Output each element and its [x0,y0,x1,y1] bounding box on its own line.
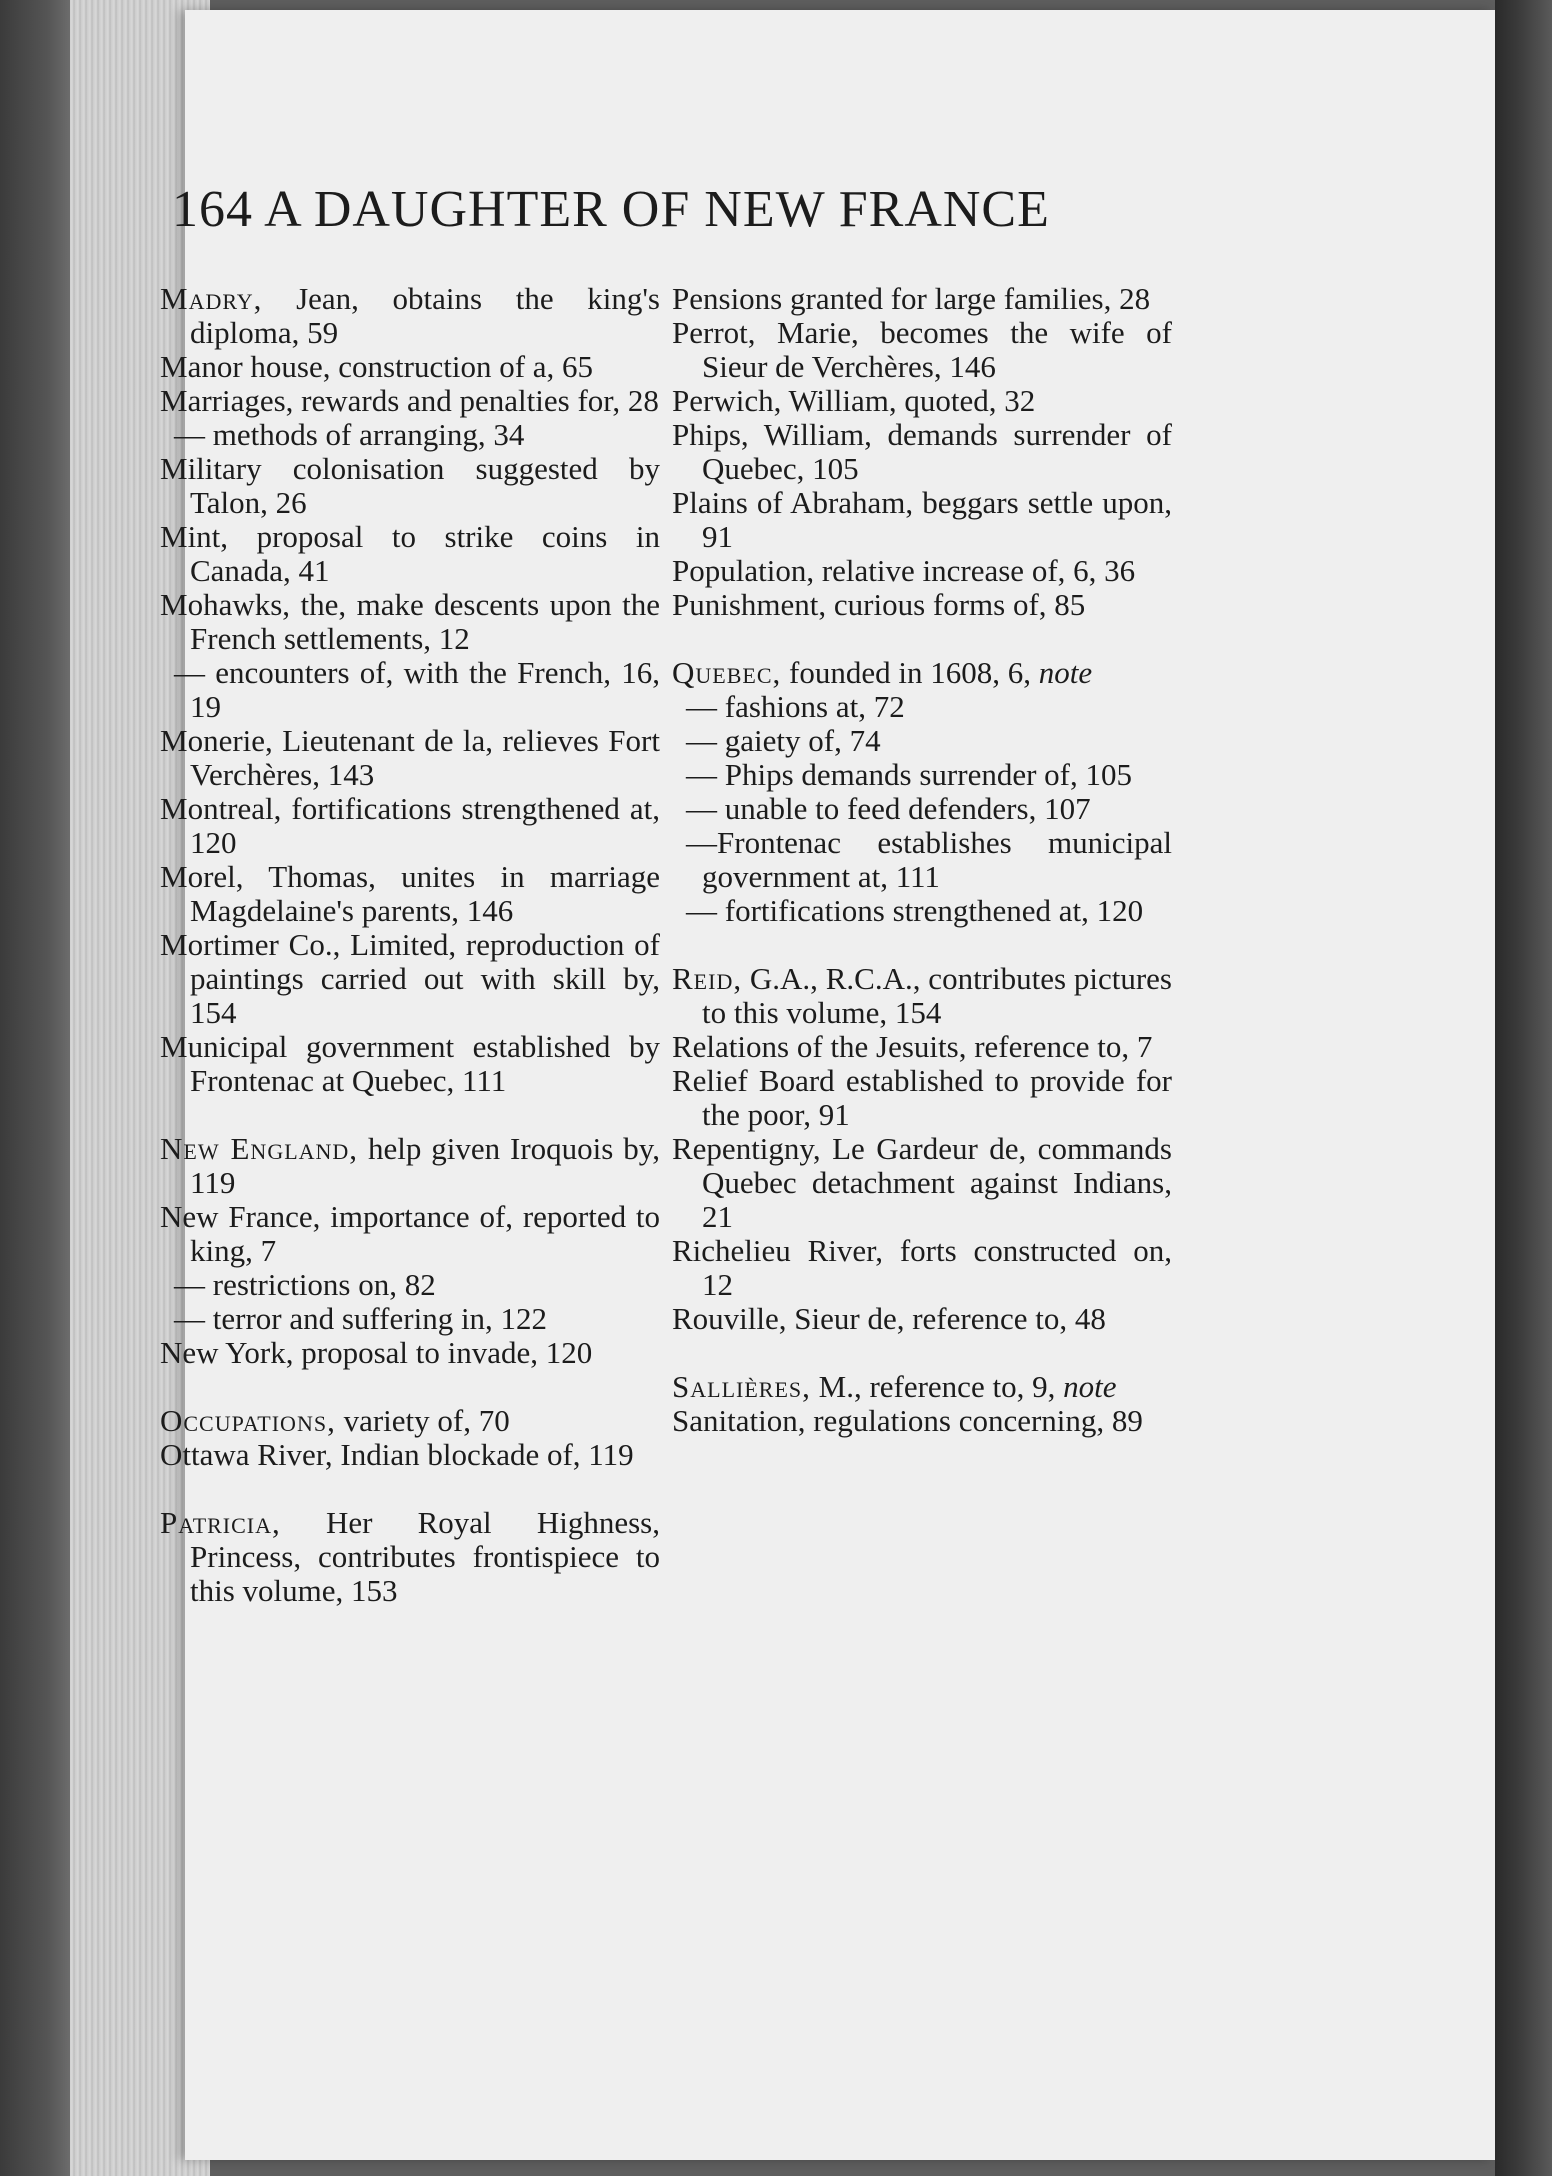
index-entry-text: Pensions granted for large families, 28 [672,281,1151,316]
index-entry-text: — encounters of, with the French, 16, 19 [174,655,660,724]
index-entry [672,1370,1172,1404]
index-entry [160,282,660,350]
index-entry-text: — gaiety of, 74 [686,723,881,758]
index-entry-text: Relations of the Jesuits, reference to, 7 [672,1029,1153,1064]
index-entry-text: Punishment, curious forms of, 85 [672,587,1086,622]
index-entry [672,282,1172,316]
index-entry-text: Municipal government established by Frontenac at Quebec, 111 [160,1029,660,1098]
index-entry [672,588,1172,622]
scan-background-left [0,0,80,2176]
index-entry-text: — fortifications strengthened at, 120 [686,893,1144,928]
index-entry-text: M., reference to, 9, [810,1369,1064,1404]
index-heading-word: Quebec, [672,655,782,690]
index-entry-text: Phips, William, demands surrender of Quebec, 105 [672,417,1172,486]
index-entry-text: — terror and suffering in, 122 [174,1301,548,1336]
index-entry-text: Morel, Thomas, unites in marriage Magdelaine's parents, 146 [160,859,660,928]
index-entry [160,1506,660,1608]
scan-background-right [1495,0,1552,2176]
index-entry-text: Perwich, William, quoted, 32 [672,383,1036,418]
index-subentry [672,826,1172,894]
index-entry-note: note [1063,1369,1117,1404]
index-heading-word: Patricia, [160,1505,281,1540]
index-entry-text: G.A., R.C.A., contributes pictures to this volume, 154 [702,961,1172,1030]
index-entry [160,724,660,792]
index-subentry [672,894,1172,928]
index-subentry [672,690,1172,724]
index-entry-text: founded in 1608, 6, [781,655,1039,690]
index-entry-text: Relief Board established to provide for the poor, 91 [672,1063,1172,1132]
index-entry-text: — fashions at, 72 [686,689,905,724]
index-entry-text: Military colonisation suggested by Talon, 26 [160,451,660,520]
index-heading-word: Occupations, [160,1403,336,1438]
index-entry-text: New York, proposal to invade, 120 [160,1335,593,1370]
index-entry [672,316,1172,384]
index-entry [160,452,660,520]
index-entry [672,1404,1172,1438]
index-subentry [160,656,660,724]
index-entry [672,1132,1172,1234]
index-entry [672,554,1172,588]
index-entry-text: —Frontenac establishes municipal government at, 111 [686,825,1172,894]
index-entry [672,656,1172,690]
index-entry-text: Rouville, Sieur de, reference to, 48 [672,1301,1106,1336]
index-entry-text: Plains of Abraham, beggars settle upon, 91 [672,485,1172,554]
index-entry [160,928,660,1030]
index-column-right [672,282,1172,1438]
running-head: 164 A DAUGHTER OF NEW FRANCE [172,181,1050,238]
index-subentry [160,418,660,452]
index-entry-text: — unable to feed defenders, 107 [686,791,1091,826]
index-subentry [160,1268,660,1302]
index-entry-text: Richelieu River, forts constructed on, 12 [672,1233,1172,1302]
index-entry-text: Montreal, fortifications strengthened at, 120 [160,791,660,860]
index-entry [672,418,1172,486]
index-entry [160,1404,660,1438]
index-subentry [672,792,1172,826]
index-entry [160,1132,660,1200]
index-heading-word: Reid, [672,961,743,996]
index-entry [672,1064,1172,1132]
index-heading-word: Madry, [160,281,263,316]
index-entry-text: Jean, obtains the king's diploma, 59 [190,281,660,350]
index-entry-text: Repentigny, Le Gardeur de, commands Quebec detachment against Indians, 21 [672,1131,1172,1234]
index-entry-text: Her Royal Highness, Princess, contributes frontispiece to this volume, 153 [190,1505,660,1608]
index-entry-text: Marriages, rewards and penalties for, 28 [160,383,659,418]
index-entry [672,1302,1172,1336]
index-entry-text: Manor house, construction of a, 65 [160,349,594,384]
index-entry-text: help given Iroquois by, 119 [190,1131,660,1200]
index-entry-text: — methods of arranging, 34 [174,417,525,452]
index-entry-text: Mint, proposal to strike coins in Canada, 41 [160,519,660,588]
index-entry-text: New France, importance of, reported to king, 7 [160,1199,660,1268]
index-entry-text: — Phips demands surrender of, 105 [686,757,1132,792]
index-entry [160,520,660,588]
index-entry-text: Mortimer Co., Limited, reproduction of paintings carried out with skill by, 154 [160,927,660,1030]
index-entry [160,350,660,384]
index-entry-text: Monerie, Lieutenant de la, relieves Fort Verchères, 143 [160,723,660,792]
index-entry [672,962,1172,1030]
index-entry-note: note [1038,655,1093,690]
index-heading-word: Sallières, [672,1369,811,1404]
index-heading-word: New England, [160,1131,359,1166]
index-entry-text: variety of, 70 [335,1403,510,1438]
index-entry-text: Mohawks, the, make descents upon the French settlements, 12 [160,587,660,656]
index-subentry [672,758,1172,792]
index-entry-text: Perrot, Marie, becomes the wife of Sieur de Verchères, 146 [672,315,1172,384]
index-entry [672,1234,1172,1302]
index-entry [160,588,660,656]
index-entry-text: Population, relative increase of, 6, 36 [672,553,1136,588]
index-subentry [672,724,1172,758]
index-entry [672,1030,1172,1064]
index-entry-text: Sanitation, regulations concerning, 89 [672,1403,1143,1438]
index-entry [160,384,660,418]
index-entry [160,1336,660,1370]
index-entry [672,384,1172,418]
index-entry-text: — restrictions on, 82 [174,1267,436,1302]
index-column-left [160,282,660,1608]
index-entry [160,860,660,928]
index-entry-text: Ottawa River, Indian blockade of, 119 [160,1437,634,1472]
index-subentry [160,1302,660,1336]
index-entry [160,1030,660,1098]
index-entry [160,792,660,860]
index-entry [160,1438,660,1472]
index-entry [672,486,1172,554]
index-entry [160,1200,660,1268]
